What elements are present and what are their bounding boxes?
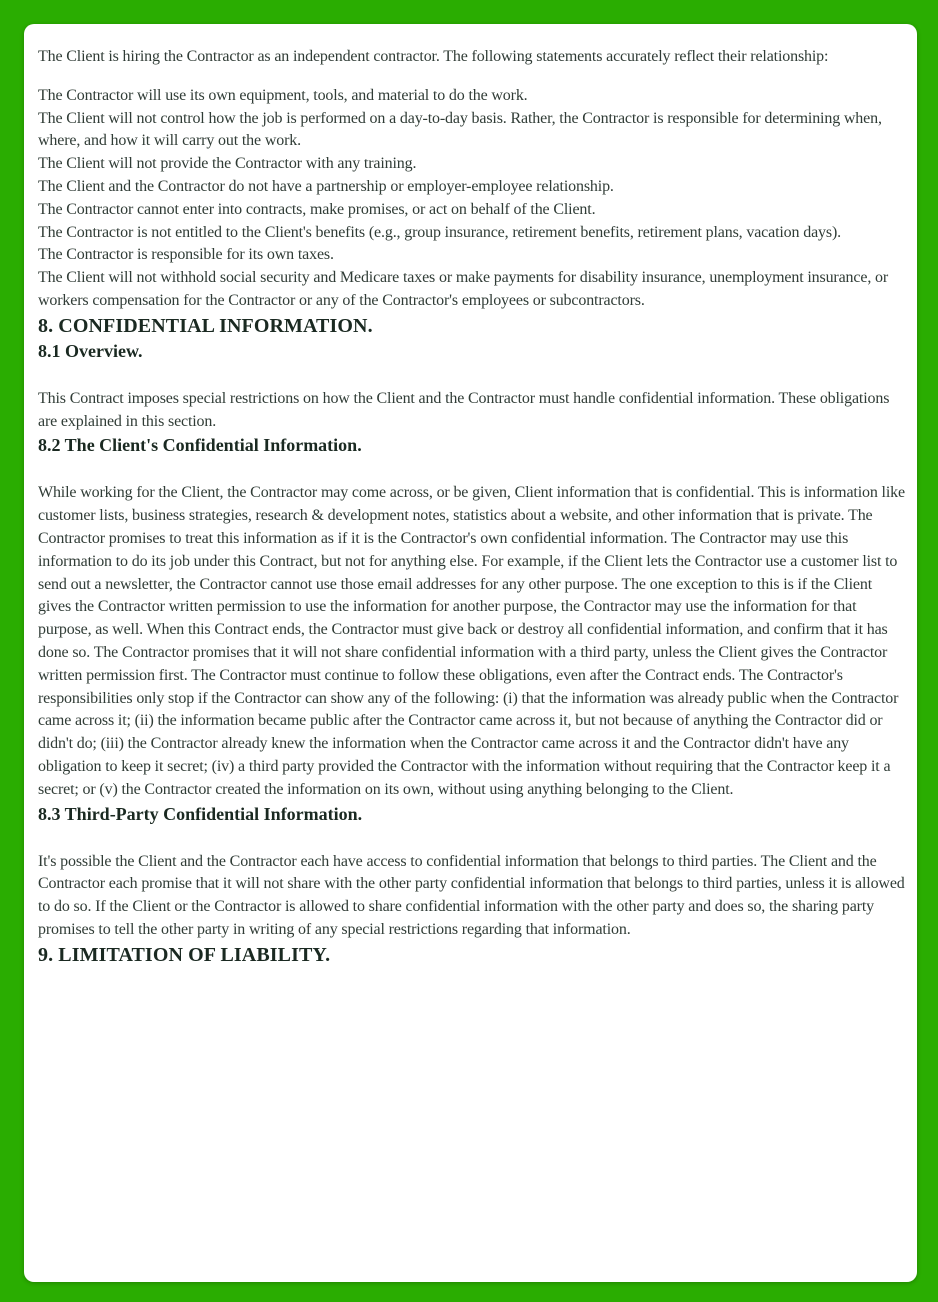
- statement-line: The Client and the Contractor do not have a partnership or employer-employee relationship.: [38, 177, 614, 195]
- statement-line: The Contractor is not entitled to the Client's benefits (e.g., group insurance, retirement benefits, retirement plans, vacation days).: [38, 223, 841, 241]
- subsection-8-1-body: This Contract imposes special restrictions on how the Client and the Contractor must handle confidential information. These obligations are explained in this section.: [38, 389, 890, 430]
- intro-paragraph: The Client is hiring the Contractor as an independent contractor. The following statements accurately reflect their relationship:: [38, 48, 829, 65]
- section-9-heading: 9. LIMITATION OF LIABILITY.: [38, 943, 331, 966]
- contract-document-page: [24, 24, 917, 1282]
- subsection-8-3-heading: 8.3 Third-Party Confidential Information.: [38, 803, 363, 824]
- subsection-8-1-heading: 8.1 Overview.: [38, 340, 143, 361]
- statement-line: The Contractor will use its own equipment, tools, and material to do the work.: [38, 86, 528, 104]
- subsection-8-2-body: While working for the Client, the Contractor may come across, or be given, Client information that is confidential. This is information like customer lists, business strategies, research & development notes, statistics about a website, and other information that is private. The Contractor promises to treat this information as if it is the Contractor's own confidential information. The Contractor may use this information to do its job under this Contract, but not for anything else. For example, if the Client lets the Contractor use a customer list to send out a newsletter, the Contractor cannot use those email addresses for any other purpose. The one exception to this is if the Client gives the Contractor written permission to use the information for another purpose, the Contractor may use the information for that purpose, as well. When this Contract ends, the Contractor must give back or destroy all confidential information, and confirm that it has done so. The Contractor promises that it will not share confidential information with a third party, unless the Client gives the Contractor written permission first. The Contractor must continue to follow these obligations, even after the Contract ends. The Contractor's responsibilities only stop if the Contractor can show any of the following: (i) that the information was already public when the Contractor came across it; (ii) the information became public after the Contractor came across it, but not because of anything the Contractor did or didn't do; (iii) the Contractor already knew the information when the Contractor came across it and the Contractor didn't have any obligation to keep it secret; (iv) a third party provided the Contractor with the information without requiring that the Contractor keep it a secret; or (v) the Contractor created the information on its own, without using anything belonging to the Client.: [38, 484, 905, 798]
- statement-line: The Client will not provide the Contractor with any training.: [38, 155, 417, 173]
- statement-line: The Contractor cannot enter into contracts, make promises, or act on behalf of the Client.: [38, 200, 596, 218]
- section-8-heading: 8. CONFIDENTIAL INFORMATION.: [38, 314, 373, 337]
- statement-line: The Contractor is responsible for its own taxes.: [38, 246, 334, 264]
- statement-line: The Client will not withhold social security and Medicare taxes or make payments for disability insurance, unemployment insurance, or workers compensation for the Contractor or any of the Contractor's employees or subcontractors.: [38, 269, 889, 309]
- statement-line: The Client will not control how the job is performed on a day-to-day basis. Rather, the Contractor is responsible for determining when, where, and how it will carry out the work.: [38, 109, 882, 150]
- subsection-8-2-heading: 8.2 The Client's Confidential Information.: [38, 435, 362, 456]
- subsection-8-3-body: It's possible the Client and the Contractor each have access to confidential information that belongs to third parties. The Client and the Contractor each promise that it will not share with the other party confidential information that belongs to third parties, unless it is allowed to do so. If the Client or the Contractor is allowed to share confidential information with the other party and does so, the sharing party promises to tell the other party in writing of any special restrictions regarding that information.: [38, 852, 905, 938]
- relationship-statements: [38, 85, 905, 313]
